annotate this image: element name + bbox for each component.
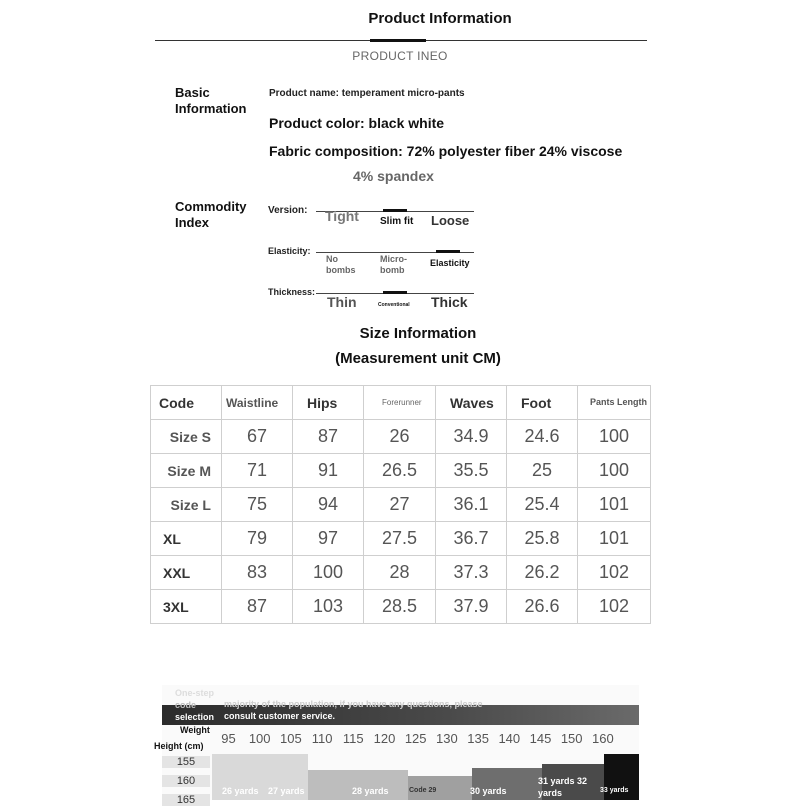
commodity-index-label-line2: Index	[175, 215, 209, 230]
col-header-forerunner: Forerunner	[364, 386, 436, 420]
size-value-cell: 28.5	[364, 590, 436, 624]
size-value-cell: 27.5	[364, 522, 436, 556]
size-value-cell: 67	[222, 420, 293, 454]
band-label-31-32-cont: yards	[538, 788, 563, 798]
weight-cell: 95	[221, 731, 236, 746]
size-value-cell: 91	[293, 454, 364, 488]
weight-cell: 160	[592, 731, 614, 746]
fabric-composition-cont: 4% spandex	[353, 168, 434, 184]
weight-cell: 145	[529, 731, 552, 746]
basic-info-label-line1: Basic	[175, 85, 210, 100]
version-option-loose: Loose	[431, 213, 470, 228]
one-step-line1: One-step	[175, 688, 215, 698]
size-value-cell: 25.4	[507, 488, 578, 522]
chart-notice-line1: majority of the population, if you have any questions, please	[224, 699, 483, 709]
size-value-cell: 102	[578, 556, 651, 590]
size-value-cell: 101	[578, 522, 651, 556]
basic-info-label	[175, 85, 247, 117]
band-label-30: 30 yards	[470, 786, 507, 796]
size-value-cell: 27	[364, 488, 436, 522]
size-value-cell: 26.5	[364, 454, 436, 488]
band-label-26: 26 yards	[222, 786, 259, 796]
size-code-cell: 3XL	[151, 590, 222, 624]
size-table-header	[151, 386, 651, 420]
one-step-label	[175, 687, 214, 723]
size-table	[150, 385, 651, 624]
size-value-cell: 101	[578, 488, 651, 522]
weight-cell: 135	[467, 731, 489, 746]
size-value-cell: 97	[293, 522, 364, 556]
weight-cell: 105	[280, 731, 302, 746]
one-step-line3: selection	[175, 712, 215, 722]
product-name: Product name: temperament micro-pants	[269, 88, 465, 99]
height-cell: 160	[162, 775, 210, 787]
size-value-cell: 24.6	[507, 420, 578, 454]
elasticity-option-no-bombs: No bombs	[326, 254, 356, 275]
page-title: Product Information	[368, 10, 512, 27]
size-value-cell: 79	[222, 522, 293, 556]
size-code-cell: XXL	[151, 556, 222, 590]
size-code-cell: XL	[151, 522, 222, 556]
size-value-cell: 102	[578, 590, 651, 624]
size-value-cell: 37.3	[436, 556, 507, 590]
size-value-cell: 36.1	[436, 488, 507, 522]
band-label-31-32: 31 yards 32	[538, 776, 588, 786]
size-row	[151, 556, 651, 590]
basic-info-label-line2: Information	[175, 101, 247, 116]
size-value-cell: 83	[222, 556, 293, 590]
weight-cell: 120	[373, 731, 396, 746]
size-row	[151, 454, 651, 488]
band-label-27: 27 yards	[268, 786, 305, 796]
size-row	[151, 420, 651, 454]
size-value-cell: 26	[364, 420, 436, 454]
thickness-option-thin: Thin	[327, 294, 357, 310]
weight-cell: 130	[436, 731, 458, 746]
size-code-cell: Size S	[151, 420, 222, 454]
size-value-cell: 26.2	[507, 556, 578, 590]
weight-cell: 140	[498, 731, 521, 746]
col-header-waves: Waves	[436, 386, 507, 420]
fabric-composition: Fabric composition: 72% polyester fiber 24% viscose	[269, 143, 623, 159]
size-value-cell: 75	[222, 488, 293, 522]
commodity-index-label-line1: Commodity	[175, 199, 247, 214]
size-value-cell: 35.5	[436, 454, 507, 488]
size-value-cell: 25	[507, 454, 578, 488]
size-value-cell: 37.9	[436, 590, 507, 624]
thickness-label: Thickness:	[268, 287, 316, 297]
band-label-33: 33 yards	[600, 787, 629, 794]
weight-label: Weight	[180, 725, 210, 735]
size-value-cell: 103	[293, 590, 364, 624]
version-option-slim-fit: Slim fit	[380, 216, 414, 227]
elasticity-label: Elasticity:	[268, 246, 311, 256]
size-code-cell: Size M	[151, 454, 222, 488]
weight-cell: 110	[311, 731, 333, 746]
size-value-cell: 100	[578, 454, 651, 488]
size-value-cell: 94	[293, 488, 364, 522]
size-info-unit: (Measurement unit CM)	[335, 350, 501, 367]
weight-cell: 125	[404, 731, 427, 746]
size-value-cell: 25.8	[507, 522, 578, 556]
col-header-foot: Foot	[507, 386, 578, 420]
elasticity-option-elasticity: Elasticity	[430, 258, 470, 268]
col-header-hips: Hips	[293, 386, 364, 420]
chart-notice-line2: consult customer service.	[224, 711, 336, 721]
size-code-cell: Size L	[151, 488, 222, 522]
col-header-waistline: Waistline	[222, 386, 293, 420]
version-label: Version:	[268, 205, 308, 216]
elasticity-option-micro-bomb: Micro-bomb	[380, 254, 407, 275]
page-subtitle: PRODUCT INEO	[352, 49, 448, 63]
weight-cell: 150	[560, 731, 583, 746]
size-row	[151, 522, 651, 556]
thickness-option-thick: Thick	[431, 294, 468, 310]
size-value-cell: 26.6	[507, 590, 578, 624]
size-value-cell: 100	[293, 556, 364, 590]
title-divider-accent	[370, 39, 426, 42]
size-value-cell: 36.7	[436, 522, 507, 556]
version-scale-marker	[383, 209, 407, 212]
size-row	[151, 590, 651, 624]
col-header-code: Code	[151, 386, 222, 420]
band-label-29: Code 29	[409, 787, 437, 794]
size-value-cell: 87	[293, 420, 364, 454]
version-option-tight: Tight	[325, 208, 359, 224]
height-cell: 165	[162, 794, 210, 806]
size-value-cell: 34.9	[436, 420, 507, 454]
col-header-pants-length: Pants Length	[578, 386, 651, 420]
weight-cell: 100	[248, 731, 271, 746]
size-info-title: Size Information	[359, 325, 477, 342]
size-value-cell: 71	[222, 454, 293, 488]
size-value-cell: 87	[222, 590, 293, 624]
size-row	[151, 488, 651, 522]
thickness-option-conventional: Conventional	[378, 302, 410, 308]
thickness-scale-marker	[383, 291, 407, 294]
size-value-cell: 28	[364, 556, 436, 590]
height-label: Height (cm)	[154, 741, 204, 751]
size-value-cell: 100	[578, 420, 651, 454]
band-label-28: 28 yards	[352, 786, 389, 796]
elasticity-scale-marker	[436, 250, 460, 253]
commodity-index-label	[175, 199, 247, 231]
height-cell: 155	[162, 756, 210, 768]
one-step-line2: code	[175, 700, 197, 710]
weight-cell: 115	[342, 731, 364, 746]
product-color: Product color: black white	[269, 115, 445, 131]
